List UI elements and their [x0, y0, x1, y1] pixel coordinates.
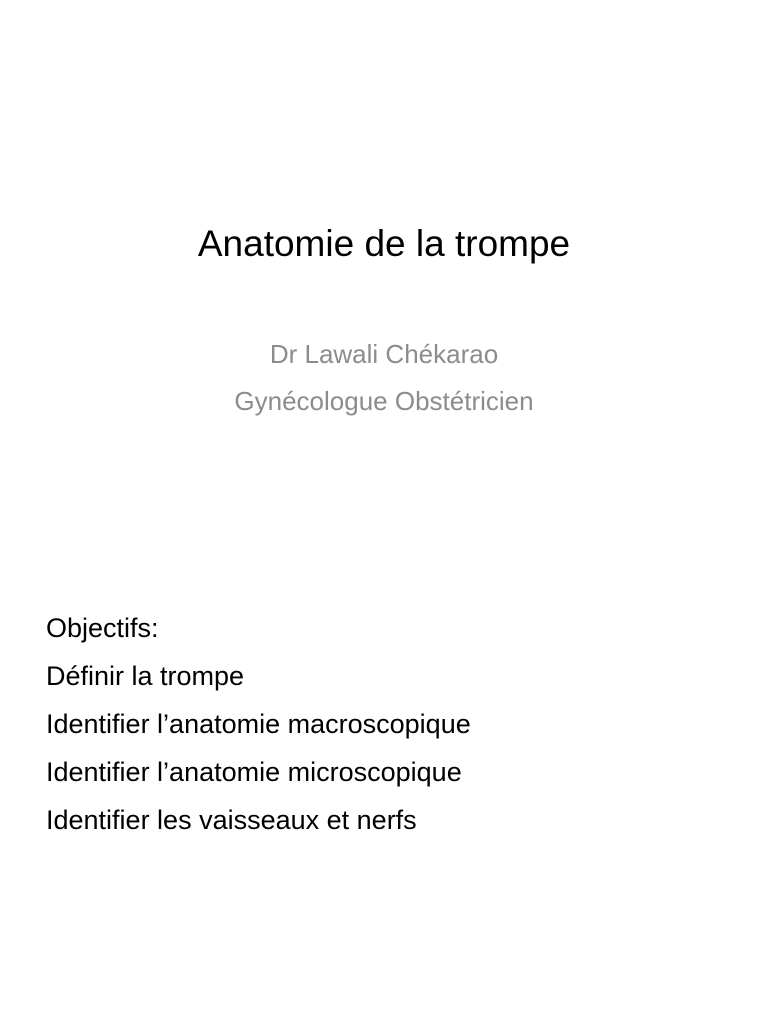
slide-title: Anatomie de la trompe	[197, 223, 571, 264]
author-name: Dr Lawali Chékarao	[269, 339, 499, 369]
objectives-heading: Objectifs:	[46, 613, 159, 643]
objective-item: Identifier l’anatomie microscopique	[46, 757, 462, 787]
objective-item: Définir la trompe	[46, 661, 245, 691]
author-role: Gynécologue Obstétricien	[234, 386, 534, 416]
slide-subtitle	[0, 331, 768, 425]
objectives-list	[46, 604, 746, 844]
objective-item: Identifier les vaisseaux et nerfs	[46, 805, 417, 835]
objective-item: Identifier l’anatomie macroscopique	[46, 709, 471, 739]
